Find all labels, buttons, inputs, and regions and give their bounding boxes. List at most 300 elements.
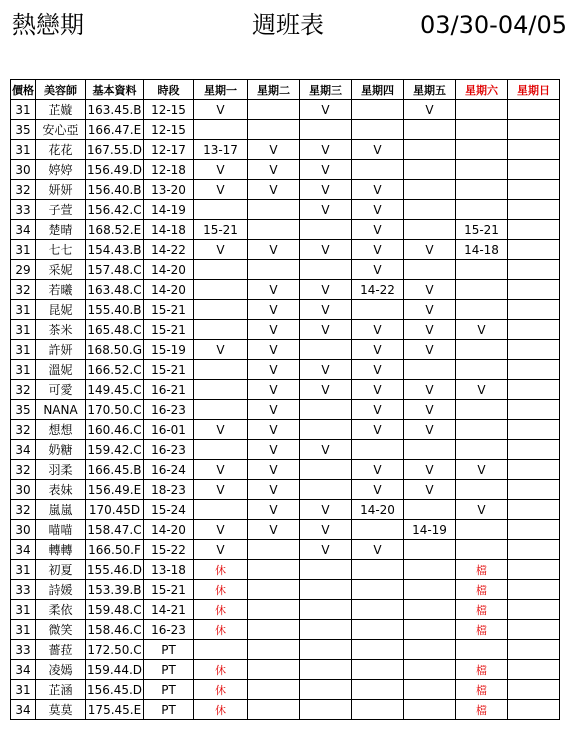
table-row <box>11 100 560 120</box>
table-cell <box>352 120 404 140</box>
table-cell <box>456 480 508 500</box>
table-cell: 31 <box>11 560 36 580</box>
table-cell <box>404 440 456 460</box>
table-row <box>11 700 560 720</box>
table-cell: 172.50.C <box>86 640 144 660</box>
table-cell: 檔 <box>456 560 508 580</box>
table-cell: V <box>300 300 352 320</box>
table-cell: V <box>404 240 456 260</box>
table-cell: 喵喵 <box>36 520 86 540</box>
table-cell: 155.40.B <box>86 300 144 320</box>
table-cell: 七七 <box>36 240 86 260</box>
table-cell <box>456 360 508 380</box>
table-cell <box>508 320 560 340</box>
table-cell <box>508 600 560 620</box>
table-cell: V <box>300 520 352 540</box>
table-cell: 莫莫 <box>36 700 86 720</box>
table-cell: V <box>194 340 248 360</box>
table-cell <box>352 640 404 660</box>
table-row <box>11 340 560 360</box>
table-cell <box>352 700 404 720</box>
table-cell <box>508 520 560 540</box>
table-cell <box>508 260 560 280</box>
column-header: 星期日 <box>508 80 560 100</box>
table-cell: 168.50.G <box>86 340 144 360</box>
table-row <box>11 480 560 500</box>
table-row <box>11 380 560 400</box>
table-cell: V <box>248 320 300 340</box>
table-cell <box>194 120 248 140</box>
table-cell: 14-18 <box>144 220 194 240</box>
table-cell <box>194 260 248 280</box>
table-cell: 14-22 <box>352 280 404 300</box>
table-cell: 薔菈 <box>36 640 86 660</box>
table-cell: V <box>352 460 404 480</box>
table-cell: V <box>404 100 456 120</box>
table-cell: 175.45.E <box>86 700 144 720</box>
table-cell <box>248 200 300 220</box>
table-cell <box>508 680 560 700</box>
table-cell: V <box>194 520 248 540</box>
header-row <box>11 80 560 100</box>
table-cell <box>248 600 300 620</box>
table-cell <box>300 460 352 480</box>
table-cell: V <box>300 440 352 460</box>
table-cell: V <box>248 380 300 400</box>
table-cell: V <box>300 320 352 340</box>
table-cell: 31 <box>11 340 36 360</box>
table-cell: 芷嫙 <box>36 100 86 120</box>
table-row <box>11 120 560 140</box>
table-cell: 32 <box>11 460 36 480</box>
table-cell: V <box>300 160 352 180</box>
table-cell <box>248 640 300 660</box>
table-cell <box>248 620 300 640</box>
table-cell: 婷婷 <box>36 160 86 180</box>
table-cell: NANA <box>36 400 86 420</box>
table-cell: 31 <box>11 620 36 640</box>
table-cell <box>248 560 300 580</box>
table-cell <box>508 240 560 260</box>
table-cell <box>404 600 456 620</box>
table-cell: V <box>248 340 300 360</box>
table-cell <box>352 100 404 120</box>
table-cell <box>352 520 404 540</box>
table-cell: V <box>300 380 352 400</box>
table-cell: 166.50.F <box>86 540 144 560</box>
table-cell: 12-18 <box>144 160 194 180</box>
table-cell: V <box>194 480 248 500</box>
table-cell: 159.42.C <box>86 440 144 460</box>
table-cell <box>456 640 508 660</box>
column-header: 星期一 <box>194 80 248 100</box>
table-cell: 可愛 <box>36 380 86 400</box>
table-cell: PT <box>144 700 194 720</box>
table-cell: V <box>352 380 404 400</box>
table-cell: 30 <box>11 160 36 180</box>
table-cell: V <box>248 160 300 180</box>
table-cell: 34 <box>11 660 36 680</box>
table-row <box>11 600 560 620</box>
table-cell <box>248 120 300 140</box>
table-cell: 31 <box>11 240 36 260</box>
table-cell <box>300 340 352 360</box>
table-cell: 14-18 <box>456 240 508 260</box>
table-cell: 34 <box>11 540 36 560</box>
table-cell <box>508 380 560 400</box>
table-cell: 凌嫣 <box>36 660 86 680</box>
table-cell: V <box>300 180 352 200</box>
table-cell: V <box>404 280 456 300</box>
table-cell <box>508 140 560 160</box>
table-cell <box>456 160 508 180</box>
table-cell: V <box>300 280 352 300</box>
table-cell <box>300 260 352 280</box>
table-cell: 茶米 <box>36 320 86 340</box>
table-cell <box>194 300 248 320</box>
table-cell: V <box>456 380 508 400</box>
table-cell: 轉轉 <box>36 540 86 560</box>
table-cell: 詩媛 <box>36 580 86 600</box>
table-row <box>11 460 560 480</box>
table-cell: 休 <box>194 600 248 620</box>
table-cell: 14-21 <box>144 600 194 620</box>
table-cell: 156.40.B <box>86 180 144 200</box>
table-cell <box>404 160 456 180</box>
table-cell: 163.45.B <box>86 100 144 120</box>
table-cell: V <box>248 520 300 540</box>
table-row <box>11 300 560 320</box>
table-cell <box>352 440 404 460</box>
table-cell: 15-21 <box>144 360 194 380</box>
column-header: 星期二 <box>248 80 300 100</box>
table-cell: 16-24 <box>144 460 194 480</box>
table-cell: V <box>194 540 248 560</box>
table-cell: V <box>300 100 352 120</box>
table-cell <box>352 680 404 700</box>
table-cell <box>404 700 456 720</box>
table-cell: V <box>404 460 456 480</box>
table-cell: 32 <box>11 500 36 520</box>
table-cell: 34 <box>11 700 36 720</box>
table-cell <box>300 420 352 440</box>
table-cell: 檔 <box>456 600 508 620</box>
table-cell <box>300 660 352 680</box>
table-cell <box>404 620 456 640</box>
table-cell <box>508 700 560 720</box>
table-cell: V <box>300 200 352 220</box>
table-cell: 表妹 <box>36 480 86 500</box>
table-cell <box>194 360 248 380</box>
column-header: 星期四 <box>352 80 404 100</box>
table-cell: 153.39.B <box>86 580 144 600</box>
table-row <box>11 160 560 180</box>
column-header: 時段 <box>144 80 194 100</box>
table-cell <box>404 260 456 280</box>
title-center: 週班表 <box>252 11 324 39</box>
table-cell <box>248 220 300 240</box>
table-cell: V <box>300 140 352 160</box>
table-cell: 微笑 <box>36 620 86 640</box>
table-cell: 安心亞 <box>36 120 86 140</box>
table-cell: 12-15 <box>144 100 194 120</box>
table-cell: 35 <box>11 120 36 140</box>
table-cell <box>300 600 352 620</box>
table-cell: 14-19 <box>404 520 456 540</box>
column-header: 價格 <box>11 80 36 100</box>
table-cell: V <box>300 240 352 260</box>
table-cell: 14-19 <box>144 200 194 220</box>
table-cell <box>352 580 404 600</box>
table-cell: 170.45D <box>86 500 144 520</box>
table-cell: 31 <box>11 100 36 120</box>
table-cell: 16-23 <box>144 400 194 420</box>
table-cell: 33 <box>11 200 36 220</box>
table-cell: 156.49.D <box>86 160 144 180</box>
table-cell <box>404 500 456 520</box>
table-cell: 31 <box>11 140 36 160</box>
table-cell: V <box>300 540 352 560</box>
table-cell <box>404 120 456 140</box>
table-cell: 子萱 <box>36 200 86 220</box>
table-cell <box>194 280 248 300</box>
table-cell: 155.46.D <box>86 560 144 580</box>
table-cell: 休 <box>194 560 248 580</box>
table-cell <box>248 540 300 560</box>
table-cell <box>194 440 248 460</box>
table-row <box>11 400 560 420</box>
table-cell: 168.52.E <box>86 220 144 240</box>
table-row <box>11 560 560 580</box>
table-cell: 檔 <box>456 580 508 600</box>
table-cell <box>404 540 456 560</box>
table-cell: V <box>248 460 300 480</box>
table-cell: 15-21 <box>194 220 248 240</box>
table-cell: 休 <box>194 700 248 720</box>
table-cell <box>404 580 456 600</box>
table-cell <box>194 380 248 400</box>
table-cell: 13-18 <box>144 560 194 580</box>
table-row <box>11 240 560 260</box>
table-row <box>11 440 560 460</box>
table-cell: 31 <box>11 300 36 320</box>
table-cell: 33 <box>11 580 36 600</box>
table-cell <box>248 700 300 720</box>
table-cell: V <box>194 180 248 200</box>
date-range: 03/30-04/05 <box>420 11 567 39</box>
table-cell: V <box>456 500 508 520</box>
table-cell: 14-20 <box>352 500 404 520</box>
table-cell <box>352 160 404 180</box>
table-cell: V <box>194 100 248 120</box>
table-cell <box>456 120 508 140</box>
table-cell <box>194 320 248 340</box>
table-cell <box>352 300 404 320</box>
table-cell: V <box>456 320 508 340</box>
column-header: 星期三 <box>300 80 352 100</box>
table-cell: 32 <box>11 280 36 300</box>
table-cell <box>300 680 352 700</box>
table-cell <box>456 520 508 540</box>
table-cell: V <box>248 300 300 320</box>
table-cell: V <box>352 220 404 240</box>
table-cell: 休 <box>194 660 248 680</box>
table-cell <box>508 360 560 380</box>
table-cell: 32 <box>11 420 36 440</box>
table-cell: 159.44.D <box>86 660 144 680</box>
table-cell: PT <box>144 640 194 660</box>
table-cell: 31 <box>11 680 36 700</box>
table-cell: PT <box>144 660 194 680</box>
table-cell: 楚晴 <box>36 220 86 240</box>
table-cell: 18-23 <box>144 480 194 500</box>
table-cell <box>300 700 352 720</box>
table-cell: 156.45.D <box>86 680 144 700</box>
table-cell <box>404 180 456 200</box>
table-cell <box>194 200 248 220</box>
table-cell <box>456 180 508 200</box>
table-cell <box>456 140 508 160</box>
table-cell <box>508 420 560 440</box>
table-cell: 12-15 <box>144 120 194 140</box>
table-cell: 158.47.C <box>86 520 144 540</box>
table-cell <box>508 100 560 120</box>
table-row <box>11 180 560 200</box>
table-cell: V <box>456 460 508 480</box>
table-cell <box>194 640 248 660</box>
table-cell: 芷涵 <box>36 680 86 700</box>
table-cell: 若曦 <box>36 280 86 300</box>
table-cell: 檔 <box>456 680 508 700</box>
table-cell <box>508 620 560 640</box>
table-cell <box>300 640 352 660</box>
table-cell <box>248 260 300 280</box>
table-cell <box>404 660 456 680</box>
table-cell <box>508 400 560 420</box>
table-cell <box>404 360 456 380</box>
table-cell: V <box>352 180 404 200</box>
table-row <box>11 620 560 640</box>
table-cell <box>456 420 508 440</box>
table-cell: 29 <box>11 260 36 280</box>
table-cell: 166.47.E <box>86 120 144 140</box>
table-cell <box>508 160 560 180</box>
table-cell: 15-22 <box>144 540 194 560</box>
table-cell <box>508 560 560 580</box>
table-row <box>11 360 560 380</box>
table-cell: 166.45.B <box>86 460 144 480</box>
table-cell: 14-20 <box>144 260 194 280</box>
table-cell: 15-21 <box>456 220 508 240</box>
table-cell: 柔依 <box>36 600 86 620</box>
table-cell: 157.48.C <box>86 260 144 280</box>
table-cell: V <box>404 300 456 320</box>
table-cell <box>456 280 508 300</box>
table-cell <box>508 580 560 600</box>
table-cell: 14-22 <box>144 240 194 260</box>
table-cell: 休 <box>194 580 248 600</box>
table-cell: 31 <box>11 320 36 340</box>
table-cell: 32 <box>11 380 36 400</box>
table-cell: V <box>194 240 248 260</box>
column-header: 美容師 <box>36 80 86 100</box>
table-cell: V <box>300 360 352 380</box>
table-cell: V <box>404 480 456 500</box>
table-cell: 羽柔 <box>36 460 86 480</box>
table-cell: 花花 <box>36 140 86 160</box>
table-cell: 167.55.D <box>86 140 144 160</box>
table-cell <box>508 540 560 560</box>
table-cell: V <box>248 500 300 520</box>
table-cell: 16-23 <box>144 620 194 640</box>
table-cell <box>404 220 456 240</box>
table-cell: 許妍 <box>36 340 86 360</box>
table-cell <box>300 220 352 240</box>
table-cell: 檔 <box>456 660 508 680</box>
table-cell: 31 <box>11 360 36 380</box>
table-cell <box>508 200 560 220</box>
table-row <box>11 520 560 540</box>
table-row <box>11 540 560 560</box>
table-cell <box>352 560 404 580</box>
table-row <box>11 260 560 280</box>
table-cell <box>404 140 456 160</box>
table-cell <box>404 200 456 220</box>
table-cell <box>456 260 508 280</box>
table-cell: 12-17 <box>144 140 194 160</box>
table-cell: 156.49.E <box>86 480 144 500</box>
table-cell: V <box>352 320 404 340</box>
table-cell <box>300 400 352 420</box>
table-cell: V <box>248 440 300 460</box>
table-cell: 15-21 <box>144 580 194 600</box>
table-cell: 166.52.C <box>86 360 144 380</box>
table-cell: 159.48.C <box>86 600 144 620</box>
table-cell: 妍妍 <box>36 180 86 200</box>
table-cell <box>508 120 560 140</box>
table-cell <box>352 660 404 680</box>
column-header: 基本資料 <box>86 80 144 100</box>
table-cell: 154.43.B <box>86 240 144 260</box>
table-cell: V <box>194 420 248 440</box>
table-cell: 34 <box>11 220 36 240</box>
table-cell: V <box>404 340 456 360</box>
table-cell <box>508 440 560 460</box>
table-cell: V <box>194 160 248 180</box>
column-header: 星期六 <box>456 80 508 100</box>
table-cell: V <box>352 420 404 440</box>
table-row <box>11 580 560 600</box>
table-cell <box>404 680 456 700</box>
table-cell <box>300 120 352 140</box>
table-cell: 初夏 <box>36 560 86 580</box>
table-cell <box>456 340 508 360</box>
table-cell: 16-23 <box>144 440 194 460</box>
table-row <box>11 420 560 440</box>
table-row <box>11 640 560 660</box>
table-cell: V <box>352 480 404 500</box>
table-cell: 30 <box>11 520 36 540</box>
table-cell: 35 <box>11 400 36 420</box>
table-cell <box>456 400 508 420</box>
table-cell <box>508 300 560 320</box>
table-cell <box>300 560 352 580</box>
table-cell <box>456 300 508 320</box>
table-cell: 160.46.C <box>86 420 144 440</box>
table-cell: V <box>248 240 300 260</box>
title-left: 熱戀期 <box>12 11 84 39</box>
table-cell: V <box>194 460 248 480</box>
